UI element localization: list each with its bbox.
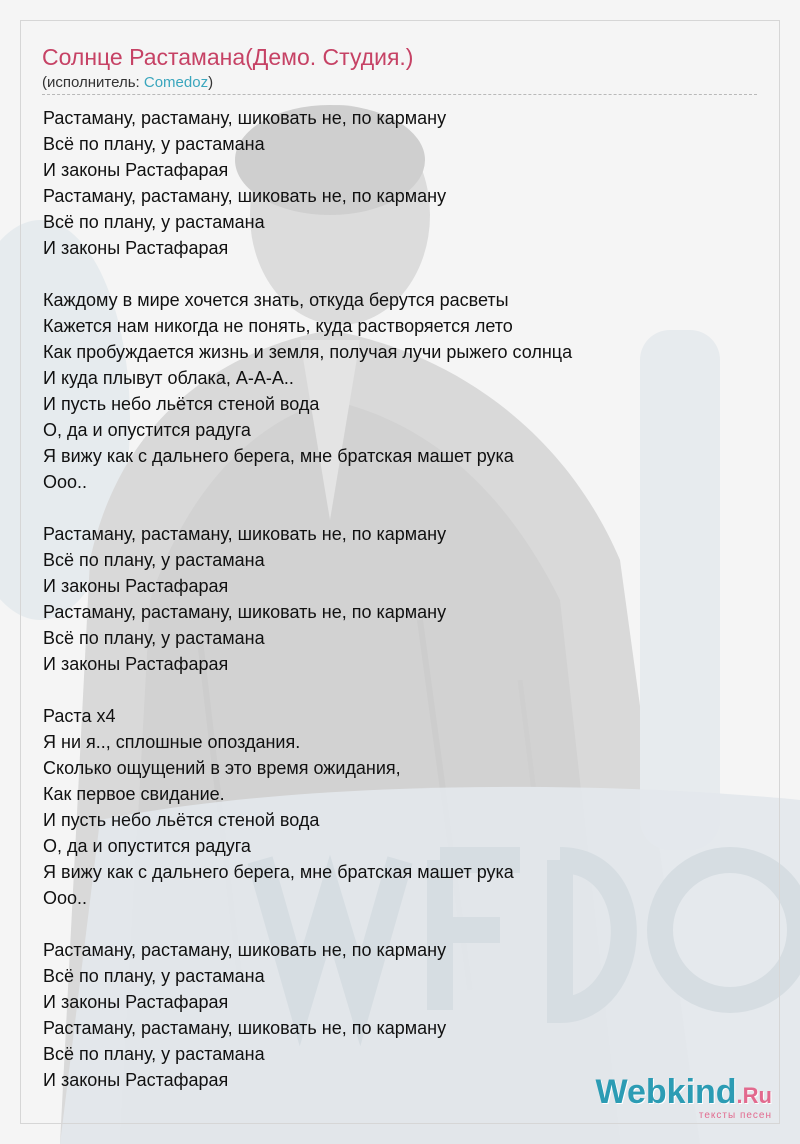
lyric-line: Растаману, растаману, шиковать не, по карману [43, 602, 447, 622]
lyric-line: Растаману, растаману, шиковать не, по карману [43, 1018, 447, 1038]
lyric-line: И законы Растафарая [43, 576, 229, 596]
logo-main-text: Webkind [595, 1073, 737, 1111]
lyric-line: Растаману, растаману, шиковать не, по карману [43, 108, 447, 128]
lyric-line: Всё по плану, у растамана [43, 1044, 265, 1064]
lyric-line: Всё по плану, у растамана [43, 550, 265, 570]
artist-prefix: (исполнитель: [42, 74, 144, 91]
lyric-line: И законы Растафарая [43, 238, 229, 258]
lyric-line: Всё по плану, у растамана [43, 966, 265, 986]
lyric-line: Раста х4 [43, 706, 116, 726]
logo-tld-text: .Ru [736, 1083, 772, 1108]
artist-link[interactable]: Comedoz [143, 74, 209, 91]
lyric-line: Всё по плану, у растамана [43, 134, 265, 154]
stanza-break [43, 911, 572, 937]
logo-tagline: тексты песен [698, 1110, 772, 1121]
lyric-line: И законы Растафарая [43, 654, 229, 674]
site-logo[interactable] [596, 1074, 773, 1121]
stanza-break [43, 261, 572, 287]
lyric-line: Я ни я.., сплошные опоздания. [43, 732, 301, 752]
lyric-line: Сколько ощущений в это время ожидания, [43, 758, 401, 778]
lyric-line: Растаману, растаману, шиковать не, по карману [43, 186, 447, 206]
lyric-line: Ооо.. [43, 472, 88, 492]
title-divider [42, 94, 757, 95]
logo-wordmark [596, 1074, 773, 1114]
lyric-line: И законы Растафарая [43, 992, 229, 1012]
lyric-line: О, да и опустится радуга [43, 420, 251, 440]
lyric-line: Растаману, растаману, шиковать не, по карману [43, 524, 447, 544]
lyric-line: Ооо.. [43, 888, 88, 908]
lyric-line: И пусть небо льётся стеной вода [43, 810, 320, 830]
lyric-line: Всё по плану, у растамана [43, 212, 265, 232]
song-title: Солнце Растамана(Демо. Студия.) [42, 44, 414, 70]
artist-line [42, 74, 213, 91]
lyric-line: Как пробуждается жизнь и земля, получая лучи рыжего солнца [43, 342, 573, 362]
lyric-line: О, да и опустится радуга [43, 836, 251, 856]
lyric-line: Каждому в мире хочется знать, откуда берутся расветы [43, 290, 509, 310]
lyric-line: И куда плывут облака, А-А-А.. [43, 368, 294, 388]
lyric-line: Я вижу как с дальнего берега, мне братская машет рука [43, 446, 514, 466]
artist-suffix: ) [208, 74, 214, 91]
lyric-line: Кажется нам никогда не понять, куда растворяется лето [43, 316, 513, 336]
stanza-break [43, 495, 572, 521]
lyric-line: Всё по плану, у растамана [43, 628, 265, 648]
lyric-line: И пусть небо льётся стеной вода [43, 394, 320, 414]
lyric-line: Растаману, растаману, шиковать не, по карману [43, 940, 447, 960]
lyric-line: И законы Растафарая [43, 1070, 229, 1090]
lyric-line: Как первое свидание. [43, 784, 225, 804]
lyric-line: Я вижу как с дальнего берега, мне братская машет рука [43, 862, 514, 882]
stanza-break [43, 677, 572, 703]
lyrics-block [43, 105, 572, 1093]
lyric-line: И законы Растафарая [43, 160, 229, 180]
